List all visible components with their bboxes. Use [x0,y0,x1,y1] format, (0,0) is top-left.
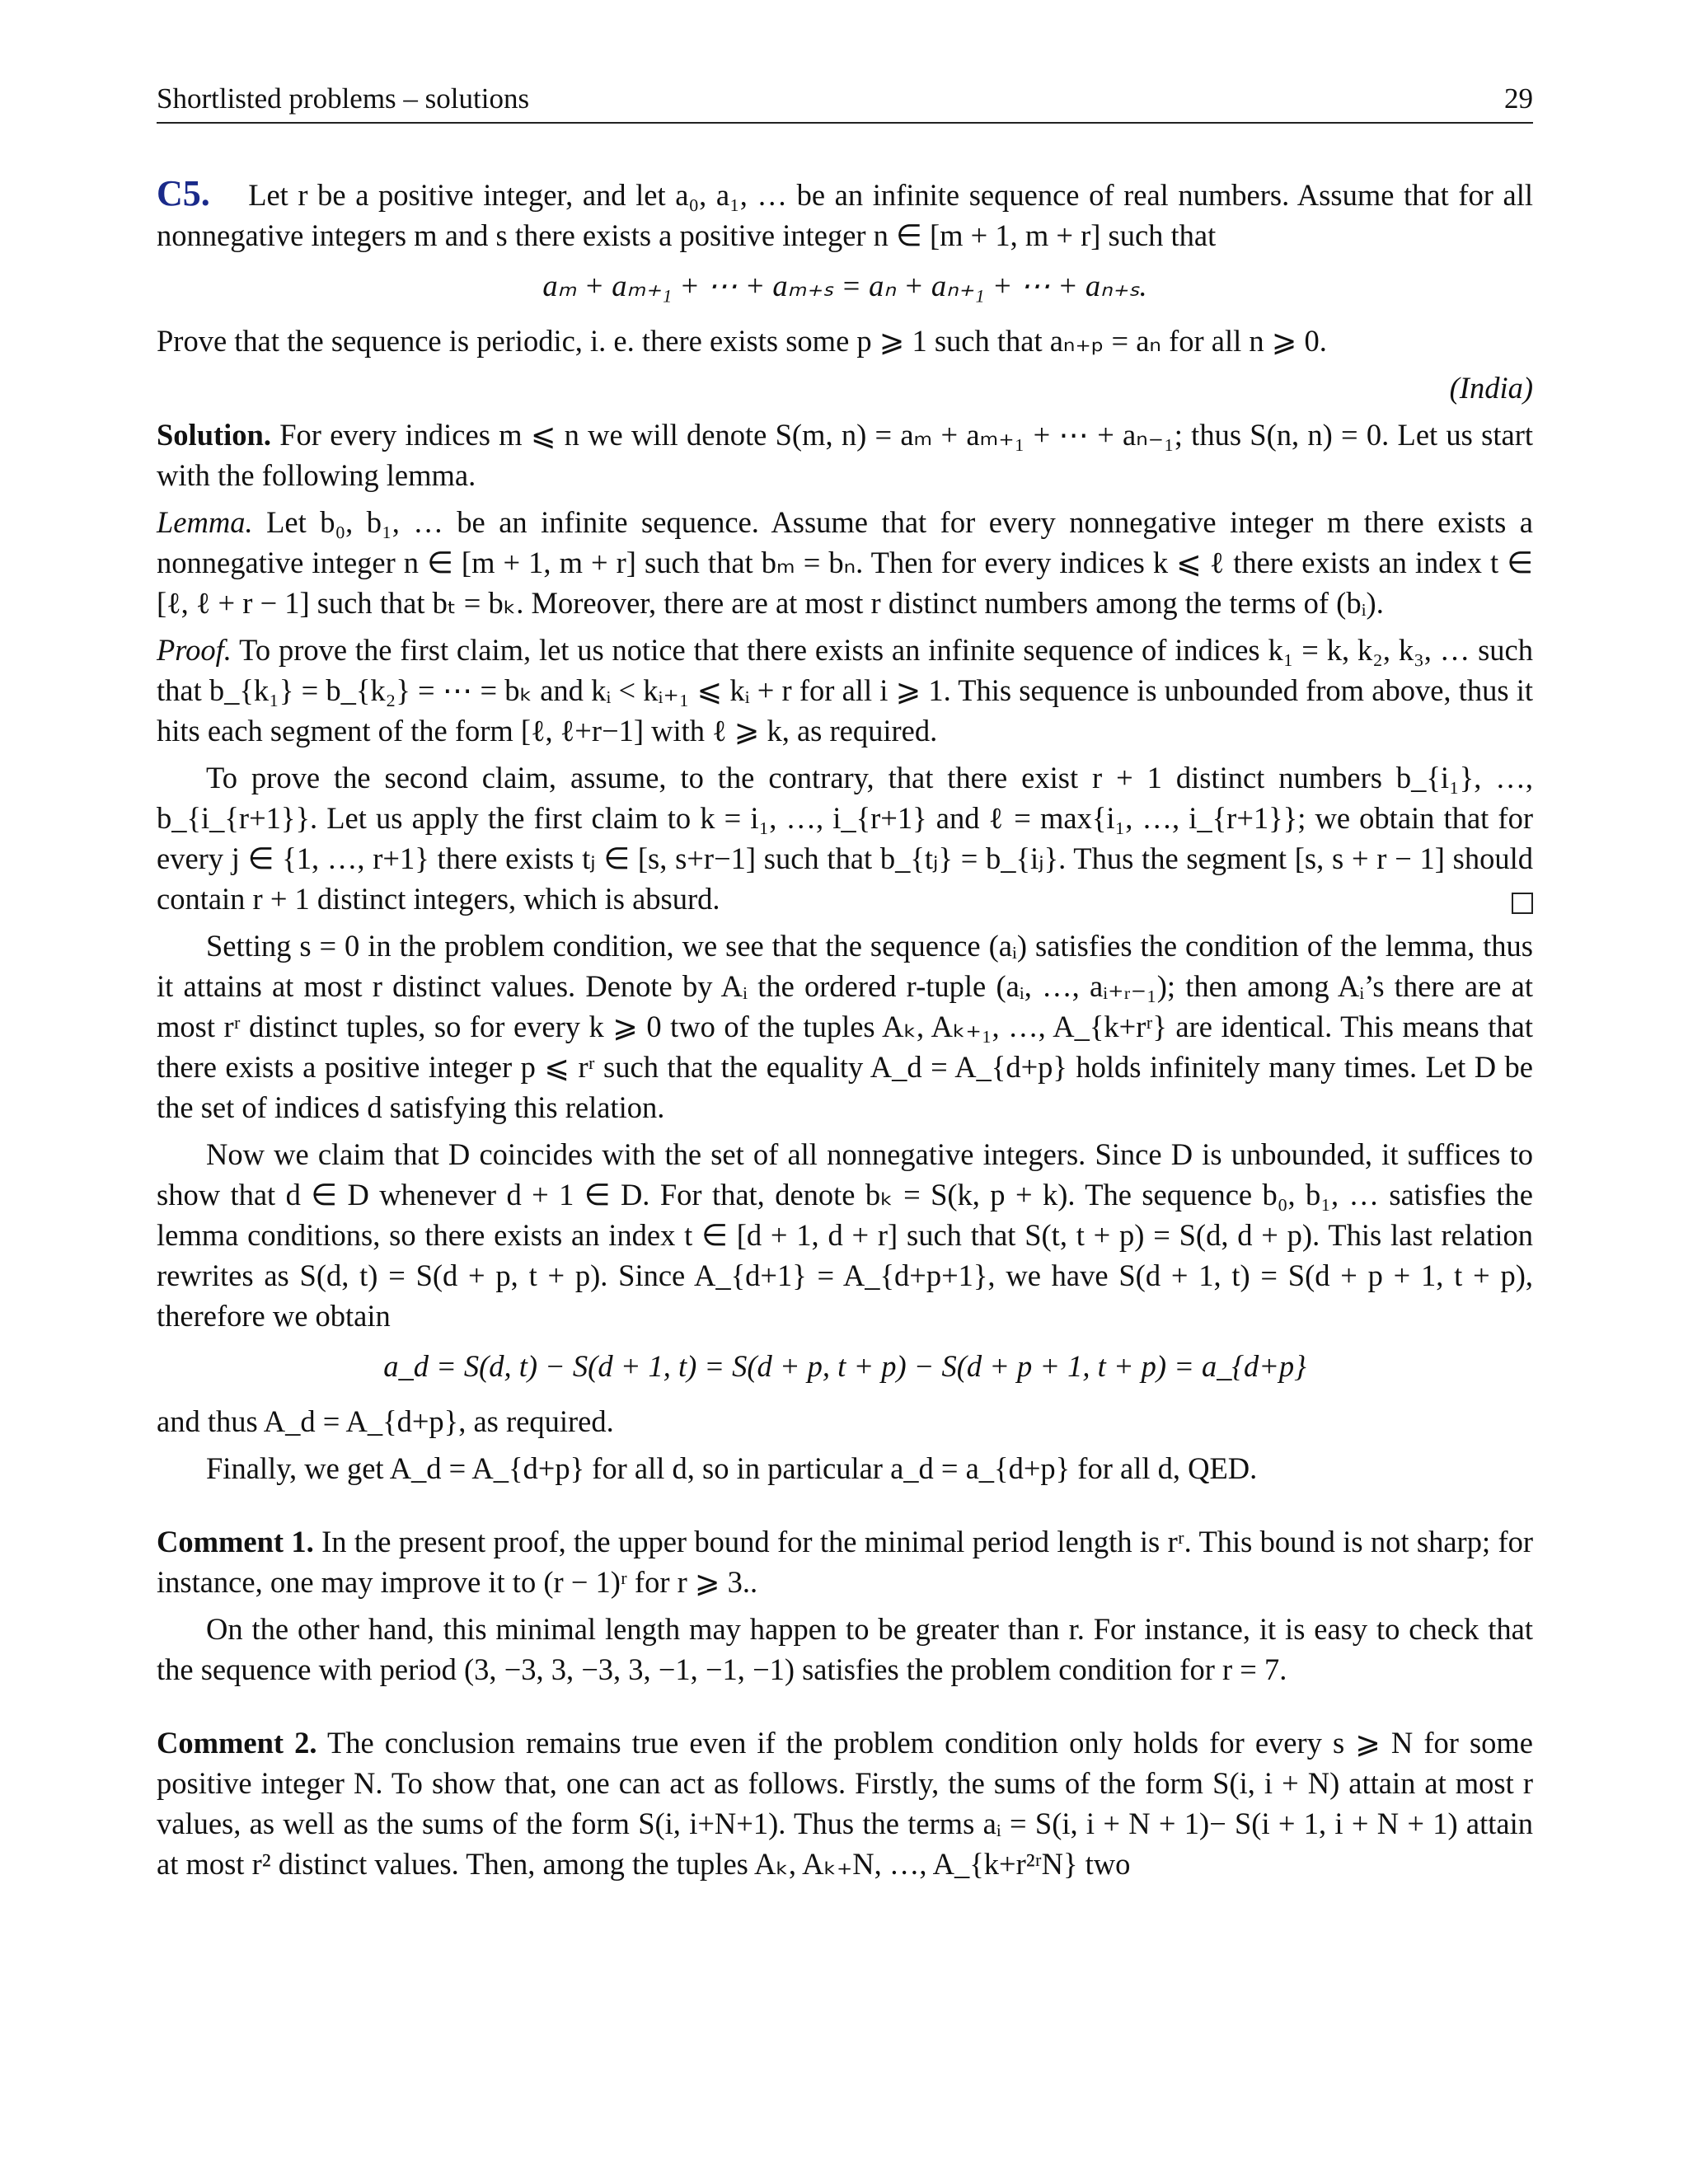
problem-conclusion: Prove that the sequence is periodic, i. e. there exists some p ⩾ 1 such that aₙ₊ₚ = aₙ for all n ⩾ 0. [157,324,1327,358]
problem-label: C5. [157,173,210,213]
problem-statement [157,173,1533,255]
solution-intro [157,415,1533,495]
comment-2-text: The conclusion remains true even if the problem condition only holds for every s ⩾ N for some positive integer N. To show that, one can act as follows. Firstly, the sums of the form S(i, i + N) attain at most r values, as well as the sums of the form S(i, i+N+1). Thus the terms aᵢ = S(i, i + N + 1)− S(i + 1, i + N + 1) attain at most r² distinct values. Then, among the tuples Aₖ, Aₖ₊N, …, A_{k+r²ʳN} two [157,1726,1534,1881]
comment-1 [157,1521,1533,1602]
header-title: Shortlisted problems – solutions [157,82,530,115]
proof-part-2 [157,757,1533,919]
page [157,82,1533,1891]
problem-text: Let r be a positive integer, and let a₀, a₁, … be an infinite sequence of real numbers. Assume that for all nonnegative integers m and s there exists a positive integer n ∈ [m + 1, m + r] such that [157,178,1533,252]
spacer [157,1495,1533,1521]
problem-country: (India) [1449,371,1533,405]
lemma-label: Lemma. [157,505,253,539]
lemma-text: Let b₀, b₁, … be an infinite sequence. Assume that for every nonnegative integer m there exists a nonnegative integer n ∈ [m + 1, m + r] such that bₘ = bₙ. Then for every indices k ⩽ ℓ there exists an index t ∈ [ℓ, ℓ + r − 1] such that bₜ = bₖ. Moreover, there are at most r distinct numbers among the terms of (bᵢ). [157,505,1534,620]
comment-1-label: Comment 1. [157,1525,314,1558]
paragraph-after-display: and thus A_d = A_{d+p}, as required. [157,1404,614,1438]
comment-2 [157,1722,1533,1884]
proof-part-2-text: To prove the second claim, assume, to the contrary, that there exist r + 1 distinct numbers b_{i₁}, …, b_{i_{r+1}}. Let us apply the first claim to k = i₁, …, i_{r+1} and ℓ = max{i₁, …, i_{r+1}}; we obtain that for every j ∈ {1, …, r+1} there exists tⱼ ∈ [s, s+r−1] such that b_{tⱼ} = b_{iⱼ}. Thus the segment [s, s + r − 1] should contain r + 1 distinct integers, which is absurd. [157,761,1533,916]
comment-1-text: In the present proof, the upper bound for the minimal period length is rʳ. This bound is not sharp; for instance, one may improve it to (r − 1)ʳ for r ⩾ 3.. [157,1525,1533,1599]
comment-2-label: Comment 2. [157,1726,317,1760]
lemma [157,502,1533,623]
running-header [157,82,1533,124]
solution-intro-text: For every indices m ⩽ n we will denote S(m, n) = aₘ + aₘ₊₁ + ⋯ + aₙ₋₁; thus S(n, n) = 0. Let us start with the following lemma. [157,418,1533,492]
proof-part-1 [157,630,1533,751]
qed-square-icon [1512,893,1533,914]
paragraph-setting: Setting s = 0 in the problem condition, we see that the sequence (aᵢ) satisfies the condition of the lemma, thus it attains at most r distinct values. Denote by Aᵢ the ordered r-tuple (aᵢ, …, aᵢ₊ᵣ₋₁); then among Aᵢ’s there are at most rʳ distinct tuples, so for every k ⩾ 0 two of the tuples Aₖ, Aₖ₊₁, …, A_{k+rʳ} are identical. This means that there exists a positive integer p ⩽ rʳ such that the equality A_d = A_{d+p} holds infinitely many times. Let D be the set of indices d satisfying this relation. [157,929,1533,1124]
comment-1-continuation: On the other hand, this minimal length may happen to be greater than r. For instance, it is easy to check that the sequence with period (3, −3, 3, −3, 3, −1, −1, −1) satisfies the problem condition for r = 7. [157,1612,1533,1686]
solution-display-equation: a_d = S(d, t) − S(d + 1, t) = S(d + p, t + p) − S(d + p + 1, t + p) = a_{d+p} [383,1349,1306,1383]
paragraph-final: Finally, we get A_d = A_{d+p} for all d, so in particular a_d = a_{d+p} for all d, QED. [206,1451,1258,1485]
solution-label: Solution. [157,418,271,452]
spacer [157,1696,1533,1722]
proof-label: Proof. [157,633,232,667]
page-number: 29 [1504,82,1533,115]
paragraph-claim: Now we claim that D coincides with the set of all nonnegative integers. Since D is unbounded, it suffices to show that d ∈ D whenever d + 1 ∈ D. For that, denote bₖ = S(k, p + k). The sequence b₀, b₁, … satisfies the lemma conditions, so there exists an index t ∈ [d + 1, d + r] such that S(t, t + p) = S(d, d + p). This last relation rewrites as S(d, t) = S(d + p, t + p). Since A_{d+1} = A_{d+p+1}, we have S(d + 1, t) = S(d + p + 1, t + p), therefore we obtain [157,1137,1533,1333]
problem-display-equation: aₘ + aₘ₊₁ + ⋯ + aₘ₊ₛ = aₙ + aₙ₊₁ + ⋯ + aₙ₊ₛ. [542,269,1147,302]
proof-part-1-text: To prove the first claim, let us notice that there exists an infinite sequence of indices k₁ = k, k₂, k₃, … such that b_{k₁} = b_{k₂} = ⋯ = bₖ and kᵢ < kᵢ₊₁ ⩽ kᵢ + r for all i ⩾ 1. This sequence is unbounded from above, thus it hits each segment of the form [ℓ, ℓ+r−1] with ℓ ⩾ k, as required. [157,633,1534,748]
